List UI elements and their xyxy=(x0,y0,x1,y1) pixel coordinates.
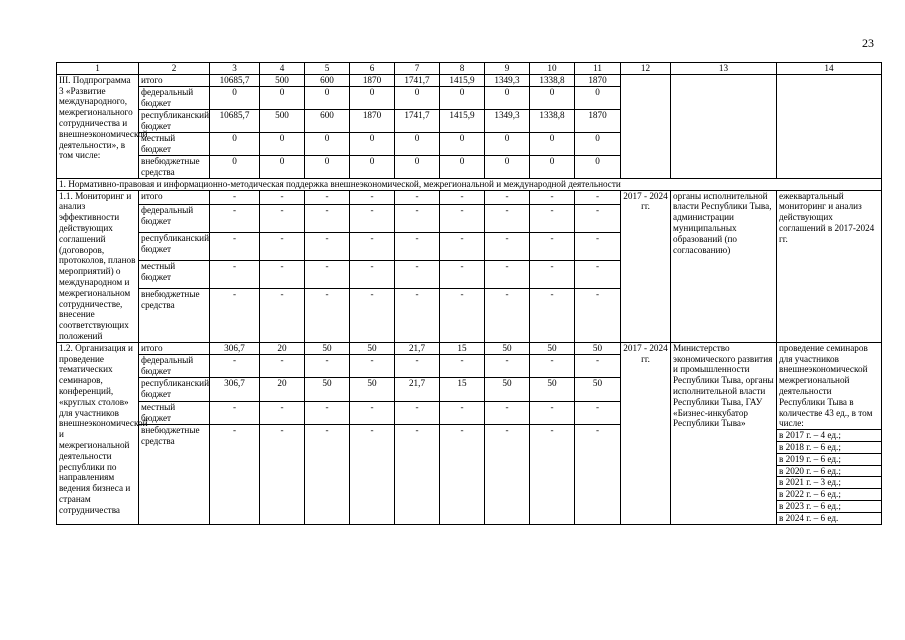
budget-type: местный бюджет xyxy=(139,401,210,424)
value-cell: 1338,8 xyxy=(530,109,575,132)
value-cell: - xyxy=(440,233,485,261)
budget-type: итого xyxy=(139,190,210,205)
value-cell: 1349,3 xyxy=(485,74,530,86)
value-cell: 50 xyxy=(305,342,350,354)
result-year: в 2019 г. – 6 ед.; xyxy=(777,453,881,465)
value-cell: - xyxy=(440,261,485,289)
value-cell: 0 xyxy=(350,86,395,109)
result-year: в 2021 г. – 3 ед.; xyxy=(777,476,881,488)
value-cell: - xyxy=(575,261,621,289)
value-cell: 0 xyxy=(305,132,350,155)
value-cell: 0 xyxy=(395,155,440,178)
value-cell: - xyxy=(305,289,350,343)
header-cell: 8 xyxy=(440,63,485,75)
value-cell: - xyxy=(260,233,305,261)
executor-cell: органы исполнительной власти Республики Тыва, администрации муниципальных образований (по согласованию) xyxy=(671,190,777,342)
value-cell: 0 xyxy=(440,132,485,155)
value-cell: - xyxy=(260,205,305,233)
value-cell: 0 xyxy=(530,86,575,109)
value-cell: - xyxy=(395,355,440,378)
result-intro: проведение семинаров для участников внешнеэкономической межрегиональной деятельности Республики Тыва в количестве 43 ед., в том числе: xyxy=(779,342,873,429)
value-cell: - xyxy=(350,205,395,233)
value-cell: 0 xyxy=(575,155,621,178)
header-cell: 5 xyxy=(305,63,350,75)
value-cell: - xyxy=(485,261,530,289)
section-row xyxy=(57,178,882,190)
value-cell: - xyxy=(210,425,260,524)
row-title: 1.2. Организация и проведение тематических семинаров, конференций, «круглых столов» для участников внешнеэкономической и межрегиональной деятельности республики по направлениям ведения бизнеса и странам сотрудничества xyxy=(57,342,139,524)
value-cell: - xyxy=(575,190,621,205)
value-cell: - xyxy=(305,355,350,378)
value-cell: 1415,9 xyxy=(440,74,485,86)
value-cell: - xyxy=(305,401,350,424)
value-cell: - xyxy=(485,205,530,233)
value-cell: - xyxy=(575,205,621,233)
section-title: 1. Нормативно-правовая и информационно-методическая поддержка внешнеэкономической, межрегиональной и международной деятельности xyxy=(57,178,882,190)
value-cell: - xyxy=(210,233,260,261)
value-cell: 0 xyxy=(440,155,485,178)
value-cell: - xyxy=(485,401,530,424)
value-cell: 600 xyxy=(305,74,350,86)
period-cell: 2017 - 2024 гг. xyxy=(621,342,671,524)
value-cell: - xyxy=(530,190,575,205)
value-cell: - xyxy=(575,289,621,343)
value-cell: 20 xyxy=(260,378,305,401)
value-cell: - xyxy=(575,355,621,378)
header-cell: 1 xyxy=(57,63,139,75)
value-cell: 1741,7 xyxy=(395,109,440,132)
result-year: в 2024 г. – 6 ед. xyxy=(777,512,881,524)
value-cell: 50 xyxy=(305,378,350,401)
value-cell: - xyxy=(210,401,260,424)
result-year: в 2020 г. – 6 ед.; xyxy=(777,465,881,477)
page-number: 23 xyxy=(862,36,874,50)
value-cell: - xyxy=(440,205,485,233)
value-cell: - xyxy=(395,205,440,233)
value-cell: 1338,8 xyxy=(530,74,575,86)
value-cell: - xyxy=(530,355,575,378)
result-year: в 2022 г. – 6 ед.; xyxy=(777,488,881,500)
budget-type: республиканский бюджет xyxy=(139,378,210,401)
value-cell: 10685,7 xyxy=(210,74,260,86)
value-cell: - xyxy=(350,190,395,205)
result-cell: ежеквартальный мониторинг и анализ действующих соглашений в 2017-2024 гг. xyxy=(777,190,882,342)
value-cell: 0 xyxy=(575,86,621,109)
value-cell: 50 xyxy=(485,378,530,401)
value-cell: - xyxy=(210,355,260,378)
table-row xyxy=(57,190,882,205)
program-table xyxy=(56,62,882,525)
value-cell: - xyxy=(485,233,530,261)
value-cell: 0 xyxy=(260,86,305,109)
value-cell: - xyxy=(305,261,350,289)
result-year: в 2018 г. – 6 ед.; xyxy=(777,441,881,453)
value-cell: - xyxy=(350,261,395,289)
header-cell: 14 xyxy=(777,63,882,75)
value-cell: - xyxy=(305,425,350,524)
value-cell: 20 xyxy=(260,342,305,354)
value-cell: 1870 xyxy=(575,109,621,132)
budget-type: республиканский бюджет xyxy=(139,233,210,261)
header-cell: 12 xyxy=(621,63,671,75)
budget-type: внебюджетные средства xyxy=(139,289,210,343)
value-cell: - xyxy=(395,190,440,205)
budget-type: республиканский бюджет xyxy=(139,109,210,132)
value-cell: - xyxy=(530,289,575,343)
value-cell: 50 xyxy=(485,342,530,354)
value-cell: - xyxy=(210,289,260,343)
result-cell xyxy=(777,342,882,524)
value-cell: 500 xyxy=(260,74,305,86)
value-cell: 0 xyxy=(210,132,260,155)
value-cell: 50 xyxy=(575,342,621,354)
value-cell: - xyxy=(210,205,260,233)
period-cell xyxy=(621,74,671,178)
value-cell: 0 xyxy=(350,132,395,155)
budget-type: федеральный бюджет xyxy=(139,205,210,233)
value-cell: - xyxy=(575,401,621,424)
budget-type: итого xyxy=(139,74,210,86)
result-year: в 2023 г. – 6 ед.; xyxy=(777,500,881,512)
value-cell: 0 xyxy=(305,86,350,109)
value-cell: - xyxy=(350,289,395,343)
header-cell: 9 xyxy=(485,63,530,75)
value-cell: 0 xyxy=(395,86,440,109)
header-cell: 4 xyxy=(260,63,305,75)
value-cell: - xyxy=(440,401,485,424)
value-cell: 10685,7 xyxy=(210,109,260,132)
row-title: 1.1. Мониторинг и анализ эффективности действующих соглашений (договоров, протоколов, планов мероприятий) о международном и межрегиональном сотрудничестве, внесение соответствующих положений xyxy=(57,190,139,342)
value-cell: 0 xyxy=(260,155,305,178)
value-cell: 0 xyxy=(485,132,530,155)
value-cell: 21,7 xyxy=(395,342,440,354)
value-cell: 600 xyxy=(305,109,350,132)
value-cell: - xyxy=(440,289,485,343)
value-cell: 0 xyxy=(260,132,305,155)
budget-type: местный бюджет xyxy=(139,132,210,155)
budget-type: федеральный бюджет xyxy=(139,86,210,109)
value-cell: 50 xyxy=(350,342,395,354)
value-cell: 500 xyxy=(260,109,305,132)
budget-type: итого xyxy=(139,342,210,354)
value-cell: - xyxy=(350,355,395,378)
budget-type: местный бюджет xyxy=(139,261,210,289)
value-cell: 50 xyxy=(530,342,575,354)
value-cell: - xyxy=(530,205,575,233)
value-cell: 0 xyxy=(530,132,575,155)
value-cell: - xyxy=(260,261,305,289)
value-cell: - xyxy=(530,233,575,261)
value-cell: - xyxy=(485,425,530,524)
executor-cell xyxy=(671,74,777,178)
row-title: III. Подпрограмма 3 «Развитие международного, межрегионального сотрудничества и внешнеэкономической деятельности», в том числе: xyxy=(57,74,139,178)
value-cell: 0 xyxy=(395,132,440,155)
value-cell: - xyxy=(395,261,440,289)
header-cell: 11 xyxy=(575,63,621,75)
budget-type: федеральный бюджет xyxy=(139,355,210,378)
value-cell: 15 xyxy=(440,378,485,401)
value-cell: - xyxy=(575,233,621,261)
value-cell: - xyxy=(395,233,440,261)
value-cell: - xyxy=(530,401,575,424)
value-cell: - xyxy=(440,355,485,378)
result-year: в 2017 г. – 4 ед.; xyxy=(777,429,881,441)
result-cell xyxy=(777,74,882,178)
value-cell: - xyxy=(350,425,395,524)
value-cell: 50 xyxy=(530,378,575,401)
value-cell: 1741,7 xyxy=(395,74,440,86)
value-cell: 306,7 xyxy=(210,342,260,354)
header-cell: 7 xyxy=(395,63,440,75)
value-cell: - xyxy=(305,233,350,261)
value-cell: - xyxy=(575,425,621,524)
value-cell: - xyxy=(260,355,305,378)
value-cell: - xyxy=(210,190,260,205)
value-cell: - xyxy=(530,425,575,524)
value-cell: 1870 xyxy=(350,109,395,132)
value-cell: 1415,9 xyxy=(440,109,485,132)
value-cell: 21,7 xyxy=(395,378,440,401)
value-cell: - xyxy=(530,261,575,289)
value-cell: 0 xyxy=(575,132,621,155)
value-cell: - xyxy=(260,425,305,524)
value-cell: 1870 xyxy=(350,74,395,86)
value-cell: - xyxy=(440,425,485,524)
value-cell: 0 xyxy=(485,155,530,178)
value-cell: - xyxy=(350,401,395,424)
value-cell: 0 xyxy=(210,155,260,178)
value-cell: 0 xyxy=(440,86,485,109)
value-cell: - xyxy=(440,190,485,205)
value-cell: - xyxy=(395,425,440,524)
value-cell: 1349,3 xyxy=(485,109,530,132)
table-row xyxy=(57,342,882,354)
value-cell: 0 xyxy=(485,86,530,109)
value-cell: 0 xyxy=(350,155,395,178)
value-cell: 50 xyxy=(350,378,395,401)
value-cell: 15 xyxy=(440,342,485,354)
value-cell: - xyxy=(260,289,305,343)
value-cell: - xyxy=(210,261,260,289)
value-cell: - xyxy=(260,401,305,424)
value-cell: 0 xyxy=(305,155,350,178)
budget-type: внебюджетные средства xyxy=(139,155,210,178)
executor-cell: Министерство экономического развития и промышленности Республики Тыва, органы исполнительной власти Республики Тыва, ГАУ «Бизнес-инкубатор Республики Тыва» xyxy=(671,342,777,524)
budget-type: внебюджетные средства xyxy=(139,425,210,524)
value-cell: 0 xyxy=(530,155,575,178)
value-cell: - xyxy=(485,289,530,343)
header-cell: 6 xyxy=(350,63,395,75)
value-cell: - xyxy=(305,190,350,205)
header-cell: 13 xyxy=(671,63,777,75)
value-cell: 0 xyxy=(210,86,260,109)
value-cell: - xyxy=(305,205,350,233)
value-cell: - xyxy=(485,355,530,378)
header-cell: 3 xyxy=(210,63,260,75)
header-row xyxy=(57,63,882,75)
value-cell: - xyxy=(260,190,305,205)
value-cell: - xyxy=(350,233,395,261)
value-cell: 1870 xyxy=(575,74,621,86)
value-cell: 306,7 xyxy=(210,378,260,401)
table-row xyxy=(57,74,882,86)
value-cell: 50 xyxy=(575,378,621,401)
header-cell: 10 xyxy=(530,63,575,75)
period-cell: 2017 - 2024 гг. xyxy=(621,190,671,342)
value-cell: - xyxy=(485,190,530,205)
value-cell: - xyxy=(395,289,440,343)
header-cell: 2 xyxy=(139,63,210,75)
value-cell: - xyxy=(395,401,440,424)
